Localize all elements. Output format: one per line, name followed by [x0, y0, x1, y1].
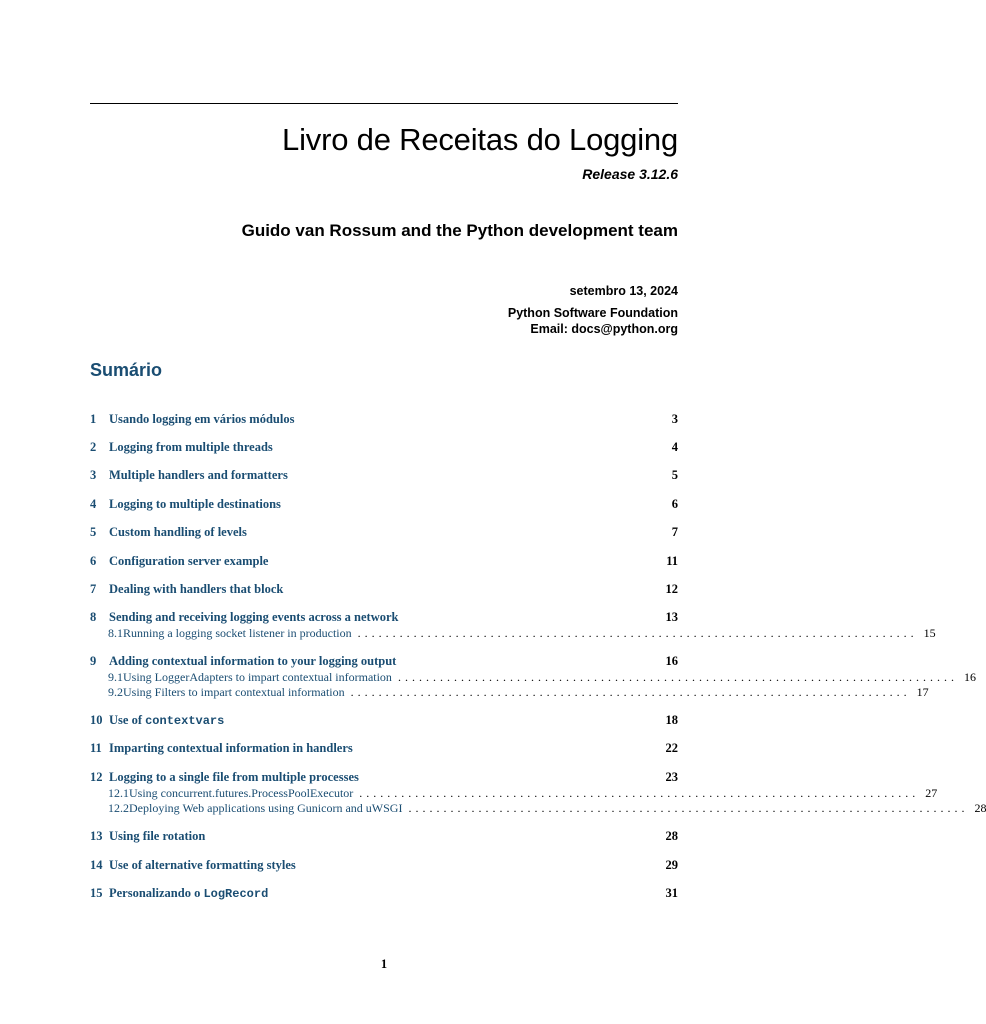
toc-entry-number: 8: [90, 610, 97, 624]
toc-entry-number: 15: [90, 886, 103, 900]
toc-entry-link[interactable]: Usando logging em vários módulos: [109, 412, 295, 426]
toc-subentry-number: 12.1: [108, 786, 129, 800]
toc-entry-code: LogRecord: [203, 887, 269, 901]
toc-dot-leader: ................................................................................: [408, 801, 969, 815]
toc-entry-number: 9: [90, 654, 97, 668]
release-label: Release 3.12.6: [582, 166, 678, 182]
toc-entry-link[interactable]: Sending and receiving logging events across a network: [109, 610, 399, 624]
toc-subentry-link[interactable]: Using LoggerAdapters to impart contextual information: [123, 670, 392, 684]
page-number: 1: [380, 957, 388, 971]
toc-entry-link[interactable]: Logging to a single file from multiple processes: [109, 770, 359, 784]
toc-entry[interactable]: [90, 439, 678, 455]
toc-subentry[interactable]: [108, 669, 976, 685]
toc-subentry-page: 28: [974, 801, 986, 815]
toc-subentry[interactable]: [108, 800, 986, 816]
toc-entry-link[interactable]: Imparting contextual information in handlers: [109, 741, 353, 755]
toc-dot-leader: ................................................................................: [357, 626, 918, 640]
toc-entry-number: 3: [90, 468, 97, 482]
toc-subentry-link[interactable]: Using concurrent.futures.ProcessPoolExecutor: [129, 786, 354, 800]
toc-entry-label-prefix: Personalizando o: [109, 886, 204, 900]
toc-entry-code: contextvars: [145, 714, 225, 728]
toc-entry[interactable]: [90, 467, 678, 483]
toc-entry-page: 11: [666, 554, 678, 568]
toc-entry-link[interactable]: Use of alternative formatting styles: [109, 858, 296, 872]
toc-subentry[interactable]: [108, 684, 929, 700]
toc-entry-link[interactable]: Logging to multiple destinations: [109, 497, 281, 511]
toc-entry-link[interactable]: Adding contextual information to your logging output: [109, 654, 397, 668]
toc-entry-number: 13: [90, 829, 103, 843]
toc-subentry-number: 9.1: [108, 670, 123, 684]
toc-entry-page: 4: [671, 440, 678, 454]
toc-subentry-number: 8.1: [108, 626, 123, 640]
toc-subentry-number: 12.2: [108, 801, 129, 815]
toc-entry[interactable]: [90, 581, 678, 597]
toc-entry-page: 22: [665, 741, 678, 755]
toc-entry-page: 13: [665, 610, 678, 624]
toc-heading: Sumário: [90, 360, 163, 380]
toc-entry-page: 5: [671, 468, 678, 482]
toc-entry-link[interactable]: [109, 885, 268, 902]
toc-entry-number: 4: [90, 497, 97, 511]
toc-subentry[interactable]: [108, 625, 936, 641]
toc-entry[interactable]: [90, 496, 678, 512]
toc-subentry-page: 27: [925, 786, 938, 800]
toc-entry[interactable]: [90, 411, 678, 427]
toc-entry[interactable]: [90, 885, 678, 901]
title-rule: [90, 103, 678, 104]
organization: Python Software Foundation: [507, 306, 678, 320]
toc-entry-number: 5: [90, 525, 97, 539]
toc-entry-page: 6: [671, 497, 678, 511]
toc-entry[interactable]: [90, 524, 678, 540]
toc-entry-label-prefix: Use of: [109, 713, 146, 727]
toc-entry-number: 1: [90, 412, 97, 426]
toc-entry-link[interactable]: [109, 712, 224, 729]
toc-subentry-link[interactable]: Running a logging socket listener in production: [123, 626, 352, 640]
toc-entry[interactable]: [90, 553, 678, 569]
toc-entry-link[interactable]: Multiple handlers and formatters: [109, 468, 288, 482]
toc-entry-link[interactable]: Dealing with handlers that block: [109, 582, 284, 596]
toc-entry-page: 31: [665, 886, 678, 900]
document-title: Livro de Receitas do Logging: [282, 122, 678, 157]
toc-entry-page: 23: [665, 770, 678, 784]
toc-entry-link[interactable]: Configuration server example: [109, 554, 269, 568]
toc-entry-link[interactable]: Custom handling of levels: [109, 525, 247, 539]
authors: Guido van Rossum and the Python development team: [241, 221, 678, 240]
toc-entry[interactable]: [90, 857, 678, 873]
toc-entry[interactable]: [90, 769, 678, 785]
toc-entry-number: 11: [90, 741, 102, 755]
toc-subentry-page: 17: [916, 685, 929, 699]
toc-entry-page: 16: [665, 654, 678, 668]
toc-subentry[interactable]: [108, 785, 938, 801]
toc-entry-link[interactable]: Logging from multiple threads: [109, 440, 273, 454]
toc-entry-page: 28: [665, 829, 678, 843]
toc-entry-link[interactable]: Using file rotation: [109, 829, 206, 843]
toc-entry[interactable]: [90, 609, 678, 625]
toc-subentry-link[interactable]: Deploying Web applications using Gunicorn and uWSGI: [129, 801, 403, 815]
toc-entry-number: 10: [90, 713, 103, 727]
contact-email: Email: docs@python.org: [530, 322, 678, 336]
toc-subentry-page: 15: [923, 626, 936, 640]
toc-entry-number: 12: [90, 770, 103, 784]
toc-subentry-page: 16: [963, 670, 976, 684]
toc-entry-number: 2: [90, 440, 97, 454]
toc-entry-number: 7: [90, 582, 97, 596]
toc-subentry-link[interactable]: Using Filters to impart contextual information: [123, 685, 345, 699]
toc-entry[interactable]: [90, 653, 678, 669]
toc-dot-leader: ................................................................................: [350, 685, 911, 699]
toc-entry-page: 29: [665, 858, 678, 872]
toc-entry-number: 14: [90, 858, 103, 872]
toc-entry-page: 18: [665, 713, 678, 727]
toc-entry-page: 12: [665, 582, 678, 596]
toc-dot-leader: ................................................................................: [397, 670, 958, 684]
toc-entry[interactable]: [90, 828, 678, 844]
toc-entry-page: 3: [671, 412, 678, 426]
toc-dot-leader: ................................................................................: [359, 786, 920, 800]
toc-entry[interactable]: [90, 740, 678, 756]
toc-entry-page: 7: [671, 525, 678, 539]
toc-subentry-number: 9.2: [108, 685, 123, 699]
toc-entry-number: 6: [90, 554, 97, 568]
publication-date: setembro 13, 2024: [569, 284, 678, 298]
toc-entry[interactable]: [90, 712, 678, 728]
